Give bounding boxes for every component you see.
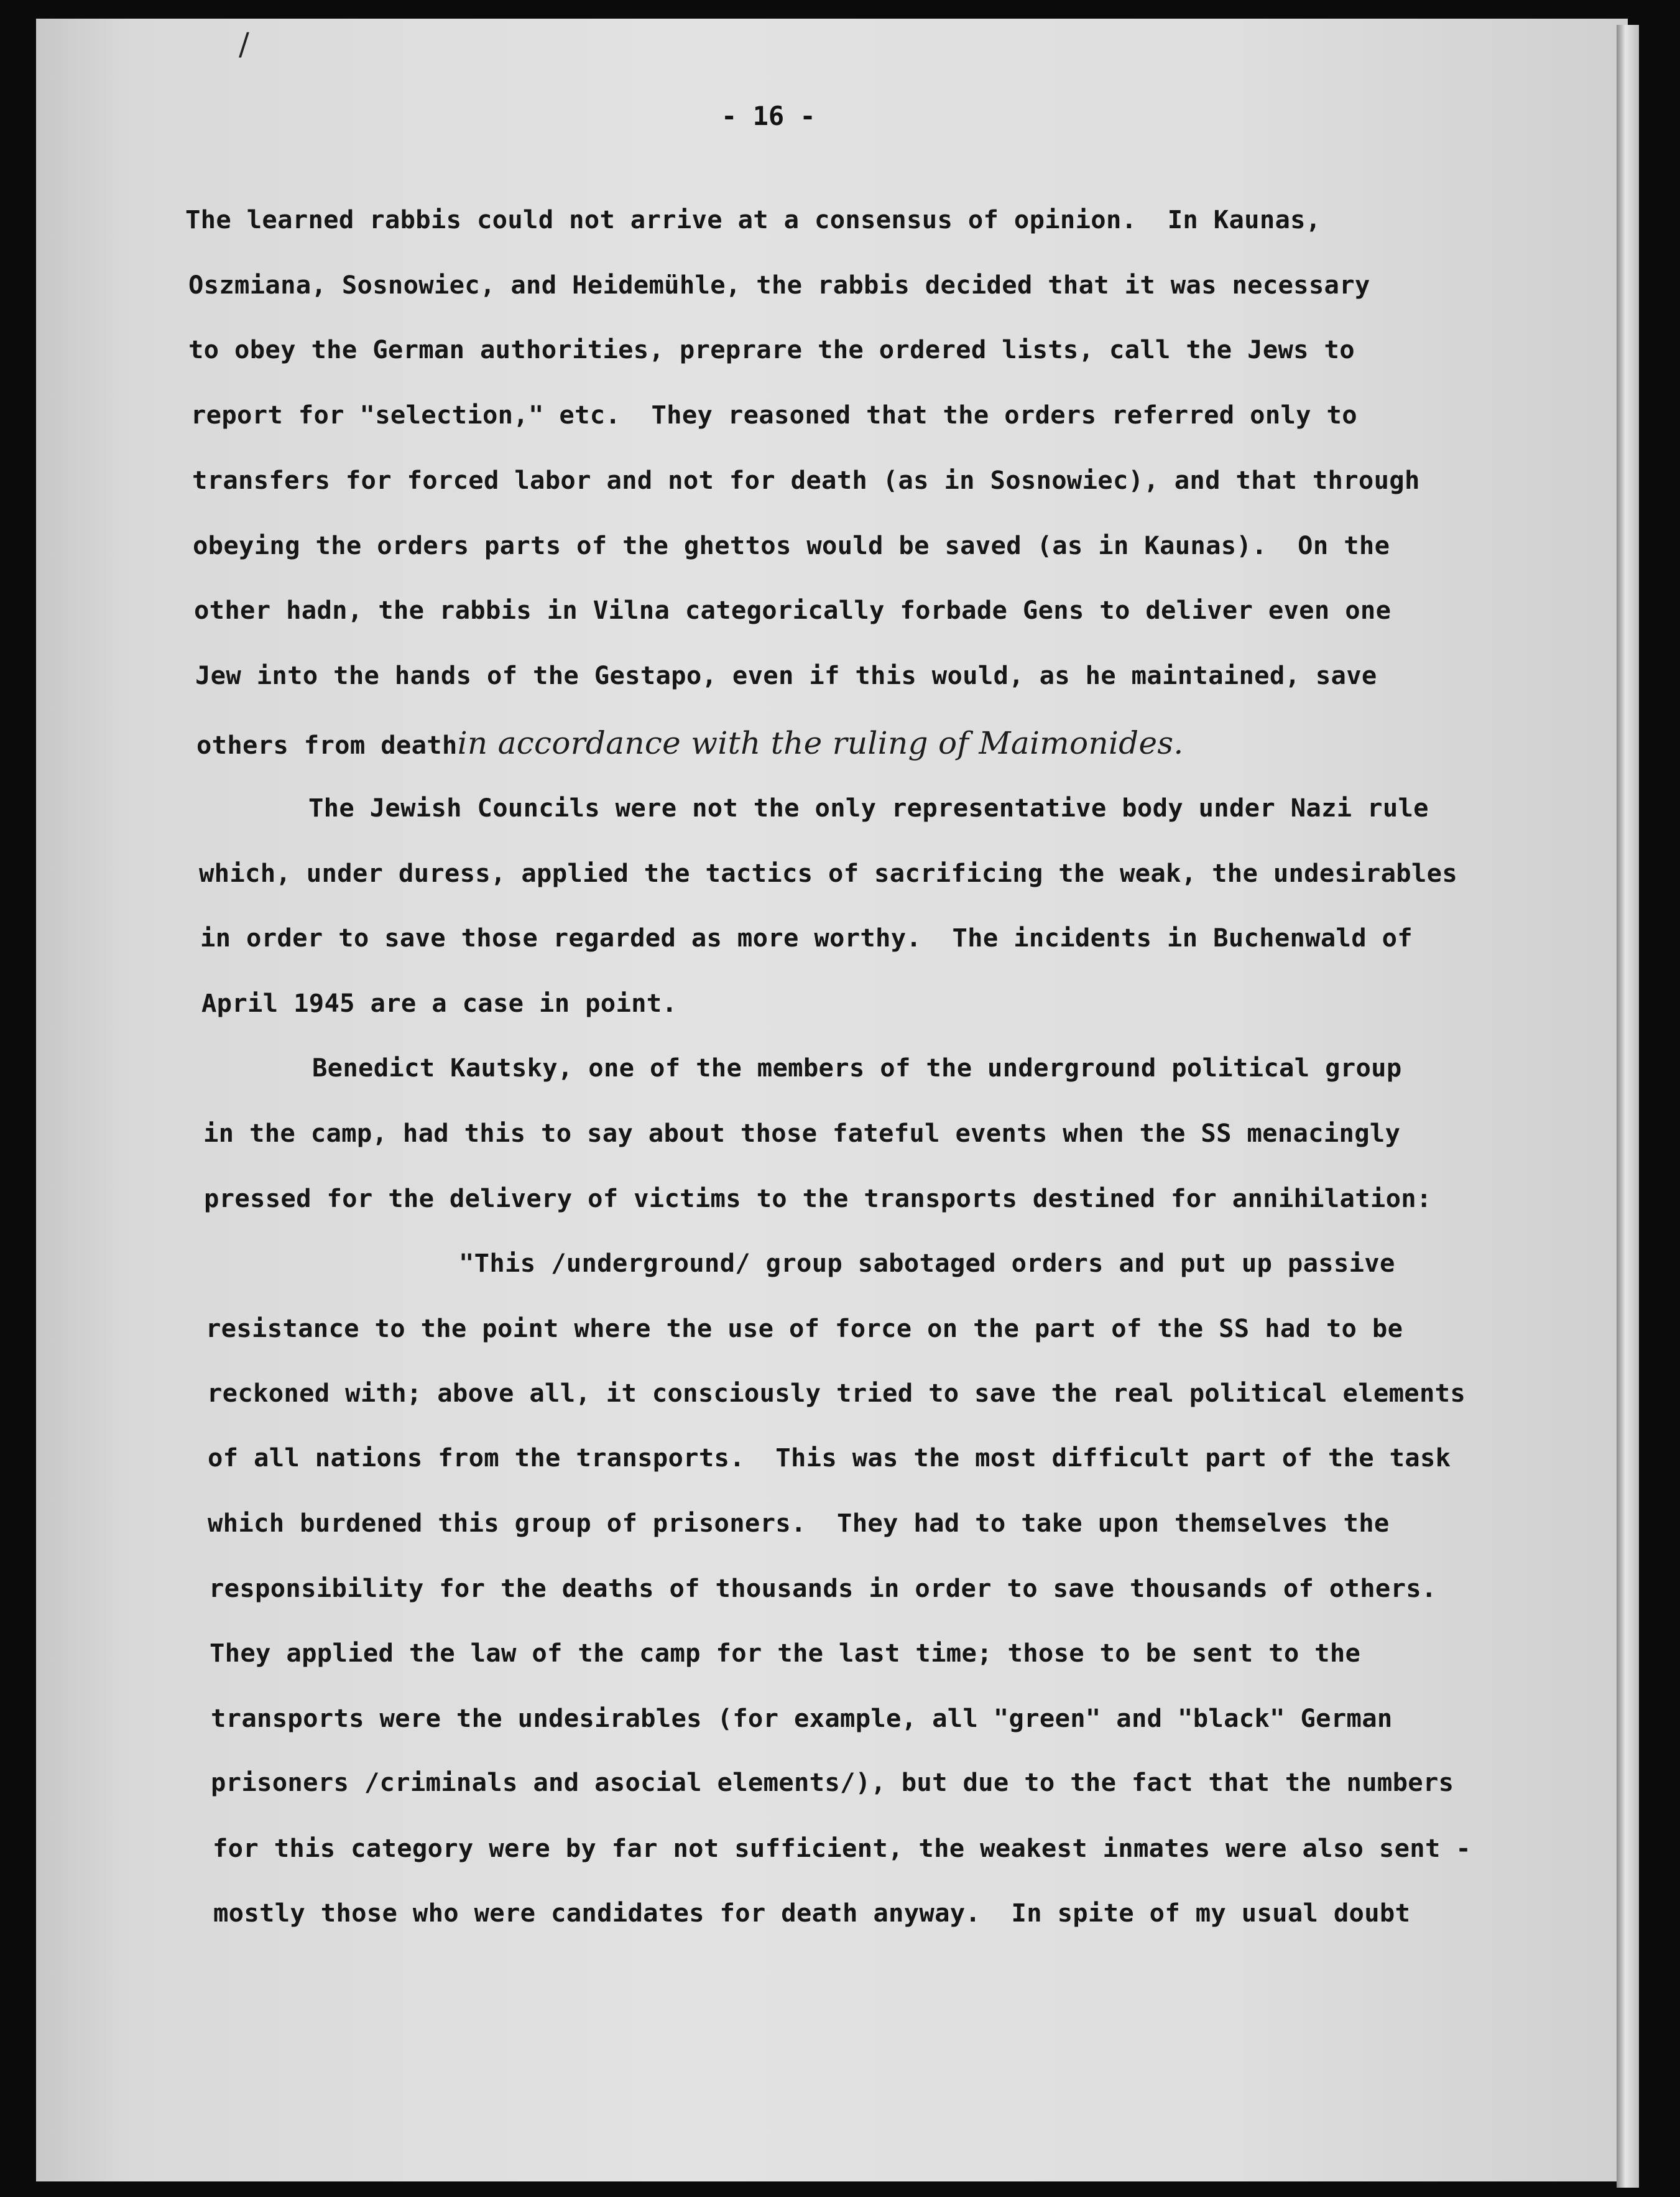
text-line: obeying the orders parts of the ghettos would be saved (as in Kaunas). On the bbox=[193, 530, 1390, 560]
text-line: April 1945 are a case in point. bbox=[201, 988, 678, 1018]
stray-pen-mark: / bbox=[239, 26, 249, 62]
text-line: report for "selection," etc. They reasoned that the orders referred only to bbox=[191, 400, 1357, 430]
text-line bbox=[196, 725, 1184, 761]
text-line: in order to save those regarded as more worthy. The incidents in Buchenwald of bbox=[200, 923, 1413, 953]
text-line: mostly those who were candidates for death anyway. In spite of my usual doubt bbox=[213, 1898, 1411, 1928]
text-line: They applied the law of the camp for the last time; those to be sent to the bbox=[210, 1638, 1361, 1668]
text-line: responsibility for the deaths of thousands in order to save thousands of others. bbox=[209, 1573, 1437, 1603]
text-line: prisoners /criminals and asocial elements/), but due to the fact that the numbers bbox=[211, 1767, 1454, 1797]
typed-text: others from death bbox=[196, 730, 458, 760]
page-number: - 16 - bbox=[721, 101, 816, 131]
text-line: for this category were by far not sufficient, the weakest inmates were also sent - bbox=[213, 1833, 1472, 1863]
text-line: to obey the German authorities, preprare the ordered lists, call the Jews to bbox=[188, 335, 1355, 364]
text-line: pressed for the delivery of victims to the transports destined for annihilation: bbox=[204, 1183, 1432, 1213]
text-line: "This /underground/ group sabotaged orders and put up passive bbox=[459, 1248, 1395, 1278]
text-line: in the camp, had this to say about those fateful events when the SS menacingly bbox=[203, 1118, 1401, 1148]
text-line: other hadn, the rabbis in Vilna categorically forbade Gens to deliver even one bbox=[194, 595, 1392, 625]
text-line: transports were the undesirables (for example, all "green" and "black" German bbox=[211, 1703, 1393, 1733]
text-line: which burdened this group of prisoners. They had to take upon themselves the bbox=[208, 1508, 1390, 1538]
page-edge bbox=[1617, 25, 1639, 2188]
text-line: Oszmiana, Sosnowiec, and Heidemühle, the rabbis decided that it was necessary bbox=[188, 270, 1370, 300]
text-line: transfers for forced labor and not for death (as in Sosnowiec), and that through bbox=[192, 465, 1420, 495]
text-line: resistance to the point where the use of force on the part of the SS had to be bbox=[206, 1313, 1403, 1343]
handwritten-annotation: in accordance with the ruling of Maimonides. bbox=[457, 725, 1184, 761]
text-line: of all nations from the transports. This was the most difficult part of the task bbox=[208, 1443, 1451, 1473]
text-line: Jew into the hands of the Gestapo, even if this would, as he maintained, save bbox=[195, 660, 1377, 690]
text-line: which, under duress, applied the tactics of sacrificing the weak, the undesirables bbox=[199, 858, 1458, 888]
text-line: reckoned with; above all, it consciously tried to save the real political elements bbox=[207, 1378, 1466, 1408]
text-line: The Jewish Councils were not the only representative body under Nazi rule bbox=[308, 793, 1429, 823]
text-line: The learned rabbis could not arrive at a consensus of opinion. In Kaunas, bbox=[185, 205, 1321, 234]
text-line: Benedict Kautsky, one of the members of the underground political group bbox=[312, 1053, 1402, 1083]
